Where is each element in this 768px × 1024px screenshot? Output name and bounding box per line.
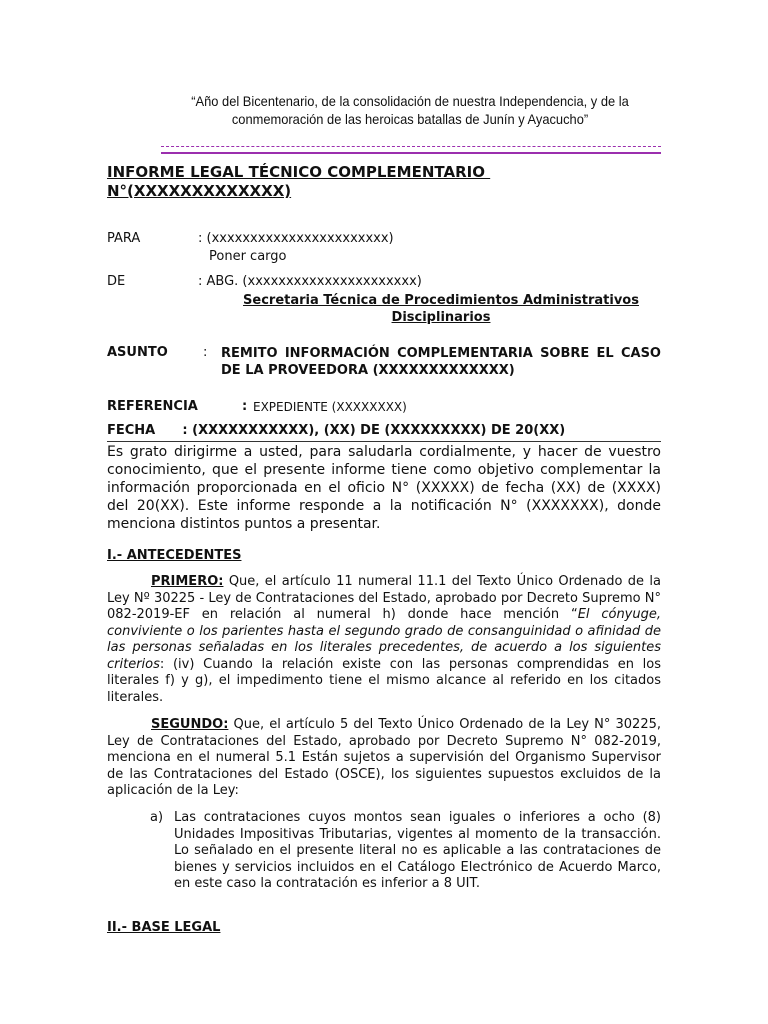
motto-line-1: “Año del Bicentenario, de la consolidación de nuestra Independencia, y de la bbox=[191, 93, 629, 109]
asunto-colon: : bbox=[203, 345, 208, 360]
primero-paragraph bbox=[107, 574, 661, 706]
primero-lead: PRIMERO: bbox=[151, 574, 224, 589]
para-value: : (xxxxxxxxxxxxxxxxxxxxxxx) bbox=[198, 231, 394, 246]
primero-text-a: Que, el artículo 11 numeral 11.1 del Texto Único Ordenado de la Ley Nº 30225 - Ley de Contrataciones del Estado, aprobado por Decreto Supremo N° 082-2019-EF en relación al numeral h) donde hace mención “ bbox=[107, 574, 661, 622]
de-office bbox=[216, 292, 666, 326]
segundo-text: Que, el artículo 5 del Texto Único Ordenado de la Ley N° 30225, Ley de Contrataciones del Estado, aprobado por Decreto Supremo N° 082-2019, menciona en el numeral 5.1 Están sujetos a supervisión del Organismo Supervisor de las Contrataciones del Estado (OSCE), los siguientes supuestos excluidos de la aplicación de la Ley: bbox=[107, 717, 661, 798]
primero-text-italic: El cónyuge, conviviente o los parientes hasta el segundo grado de consanguinidad o afinidad de las personas señaladas en los literales precedentes, de acuerdo a los siguientes criterios bbox=[107, 607, 661, 672]
de-office-line-1: Secretaria Técnica de Procedimientos Administrativos bbox=[243, 293, 639, 308]
fecha-line: FECHA : (XXXXXXXXXXX), (XX) DE (XXXXXXXXX) DE 20(XX) bbox=[107, 423, 566, 438]
title-line-1: INFORME LEGAL TÉCNICO COMPLEMENTARIO bbox=[107, 163, 491, 181]
asunto-value: REMITO INFORMACIÓN COMPLEMENTARIA SOBRE EL CASO DE LA PROVEEDORA (XXXXXXXXXXXXX) bbox=[221, 346, 661, 378]
fecha-underline bbox=[107, 441, 661, 442]
header-solid-divider bbox=[161, 152, 661, 154]
segundo-paragraph bbox=[107, 717, 661, 800]
de-office-line-2: Disciplinarios bbox=[391, 310, 491, 325]
referencia-value: EXPEDIENTE (XXXXXXXX) bbox=[253, 400, 407, 414]
list-item-text: Las contrataciones cuyos montos sean iguales o inferiores a ocho (8) Unidades Impositivas Tributarias, vigentes al momento de la transacción. Lo señalado en el presente literal no es aplicable a las contrataciones de bienes y servicios incluidos en el Catálogo Electrónico de Acuerdo Marco, en este caso la contratación es inferior a 8 UIT. bbox=[174, 810, 661, 891]
asunto-label: ASUNTO bbox=[107, 345, 168, 360]
title-line-2: N°(XXXXXXXXXXXXX) bbox=[107, 182, 292, 200]
document-title bbox=[107, 163, 667, 201]
header-motto bbox=[171, 92, 649, 128]
section-heading-base-legal: II.- BASE LEGAL bbox=[107, 920, 221, 935]
primero-text-b: : (iv) Cuando la relación existe con las personas comprendidas en los literales f) y g), el impedimento tiene el mismo alcance al referido en los citados literales. bbox=[107, 656, 661, 705]
referencia-label: REFERENCIA bbox=[107, 399, 198, 414]
section-heading-antecedentes: I.- ANTECEDENTES bbox=[107, 548, 242, 563]
list-item-marker: a) bbox=[150, 810, 164, 825]
de-label: DE bbox=[107, 274, 126, 289]
header-dashed-divider bbox=[161, 146, 661, 147]
segundo-lead: SEGUNDO: bbox=[151, 717, 229, 732]
para-subvalue: Poner cargo bbox=[209, 249, 287, 264]
motto-line-2: conmemoración de las heroicas batallas de Junín y Ayacucho” bbox=[231, 111, 589, 127]
de-value: : ABG. (xxxxxxxxxxxxxxxxxxxxxx) bbox=[198, 274, 422, 289]
intro-paragraph: Es grato dirigirme a usted, para saludarla cordialmente, y hacer de vuestro conocimiento, que el presente informe tiene como objetivo complementar la información proporcionada en el oficio N° (XXXXX) de fecha (XX) de (XXXX) del 20(XX). Este informe responde a la notificación N° (XXXXXXX), donde menciona distintos puntos a presentar. bbox=[107, 444, 661, 532]
para-label: PARA bbox=[107, 231, 141, 246]
referencia-colon: : bbox=[242, 399, 248, 414]
